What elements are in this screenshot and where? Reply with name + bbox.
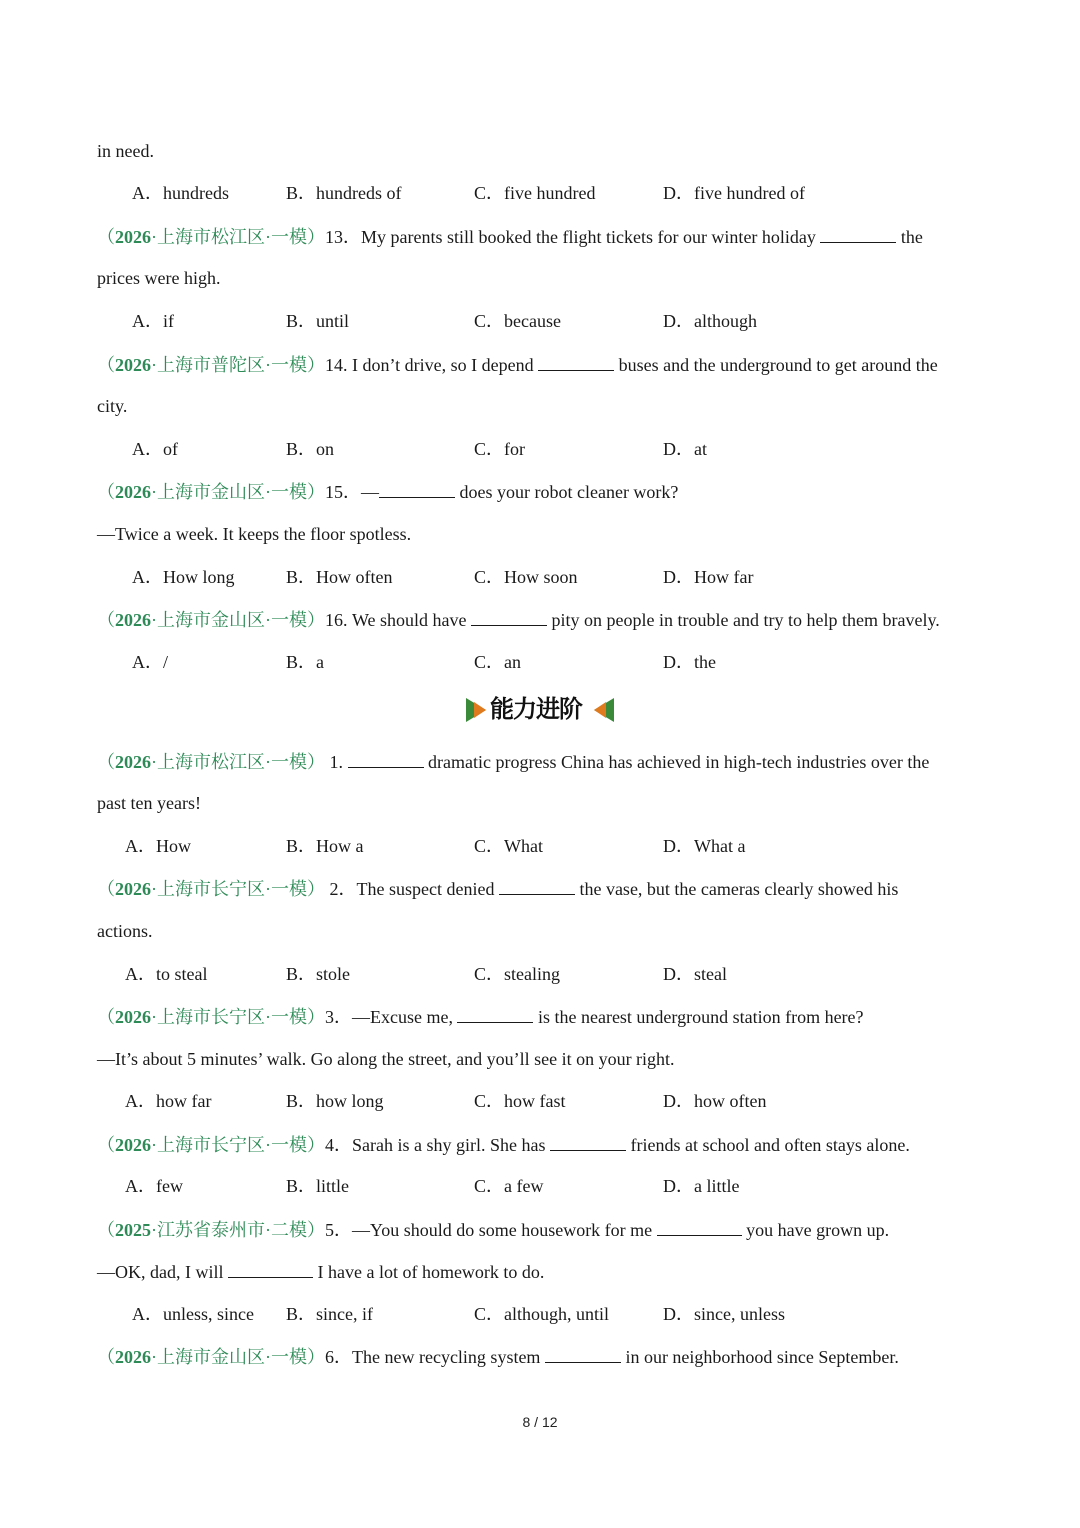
question-source: （2026·上海市普陀区·一模） bbox=[97, 355, 325, 375]
option-d: D．How far bbox=[663, 567, 754, 587]
option-d: D．five hundred of bbox=[663, 183, 805, 203]
option-a: A．unless, since bbox=[132, 1304, 254, 1324]
option-c: C．stealing bbox=[474, 964, 560, 984]
option-row bbox=[0, 1089, 1080, 1113]
option-b: B．until bbox=[286, 311, 350, 331]
question-source: （2025·江苏省泰州市·二模） bbox=[97, 1220, 325, 1240]
question-source: （2026·上海市金山区·一模） bbox=[97, 610, 325, 630]
option-row bbox=[0, 650, 1080, 674]
question-source: （2026·上海市金山区·一模） bbox=[97, 482, 325, 502]
question-1-continuation: past ten years! bbox=[97, 793, 201, 813]
answer-blank bbox=[545, 1344, 621, 1363]
option-b: B．How often bbox=[286, 567, 393, 587]
option-row bbox=[0, 834, 1080, 858]
option-b: B．How a bbox=[286, 836, 364, 856]
option-c: C．an bbox=[474, 652, 521, 672]
question-16: （2026·上海市金山区·一模）16. We should have pity on people in trouble and try to help them bravely. bbox=[97, 607, 940, 632]
answer-blank bbox=[538, 352, 614, 371]
option-row bbox=[0, 181, 1080, 205]
option-b: B．hundreds of bbox=[286, 183, 402, 203]
answer-blank bbox=[457, 1004, 533, 1023]
option-c: C．although, until bbox=[474, 1304, 609, 1324]
question-source: （2026·上海市长宁区·一模） bbox=[97, 879, 325, 899]
question-2-continuation: actions. bbox=[97, 921, 153, 941]
option-a: A．if bbox=[132, 311, 174, 331]
question-source: （2026·上海市松江区·一模） bbox=[97, 752, 325, 772]
option-row bbox=[0, 565, 1080, 589]
question-3: （2026·上海市长宁区·一模）3．—Excuse me, is the nearest underground station from here? bbox=[97, 1004, 864, 1029]
option-row bbox=[0, 1174, 1080, 1198]
option-d: D．What a bbox=[663, 836, 746, 856]
question-3-continuation: —It’s about 5 minutes’ walk. Go along the street, and you’ll see it on your right. bbox=[97, 1049, 675, 1069]
question-source: （2026·上海市金山区·一模） bbox=[97, 1347, 325, 1367]
option-d: D．although bbox=[663, 311, 757, 331]
option-d: D．steal bbox=[663, 964, 727, 984]
question-continuation: in need. bbox=[97, 141, 154, 161]
question-source: （2026·上海市长宁区·一模） bbox=[97, 1135, 325, 1155]
question-13: （2026·上海市松江区·一模）13．My parents still booked the flight tickets for our winter holiday the bbox=[97, 224, 923, 249]
option-b: B．little bbox=[286, 1176, 349, 1196]
question-14: （2026·上海市普陀区·一模）14. I don’t drive, so I depend buses and the underground to get around the bbox=[97, 352, 938, 377]
answer-blank bbox=[499, 876, 575, 895]
answer-blank bbox=[228, 1259, 313, 1278]
option-a: A．few bbox=[125, 1176, 183, 1196]
section-heading bbox=[466, 692, 616, 728]
option-c: C．five hundred bbox=[474, 183, 596, 203]
option-d: D．at bbox=[663, 439, 707, 459]
question-4: （2026·上海市长宁区·一模）4．Sarah is a shy girl. She has friends at school and often stays alone. bbox=[97, 1132, 910, 1157]
option-row bbox=[0, 437, 1080, 461]
option-d: D．the bbox=[663, 652, 716, 672]
question-1: （2026·上海市松江区·一模） 1. dramatic progress China has achieved in high-tech industries over the bbox=[97, 749, 929, 774]
question-15: （2026·上海市金山区·一模）15．— does your robot cleaner work? bbox=[97, 479, 678, 504]
option-d: D．how often bbox=[663, 1091, 767, 1111]
question-2: （2026·上海市长宁区·一模） 2．The suspect denied the vase, but the cameras clearly showed his bbox=[97, 876, 898, 901]
answer-blank bbox=[550, 1132, 626, 1151]
option-c: C．How soon bbox=[474, 567, 578, 587]
question-source: （2026·上海市松江区·一模） bbox=[97, 227, 325, 247]
question-13-continuation: prices were high. bbox=[97, 268, 221, 288]
option-a: A．How bbox=[125, 836, 191, 856]
option-a: A．/ bbox=[132, 652, 168, 672]
option-b: B．a bbox=[286, 652, 324, 672]
option-c: C．a few bbox=[474, 1176, 544, 1196]
option-b: B．stole bbox=[286, 964, 351, 984]
question-14-continuation: city. bbox=[97, 396, 128, 416]
question-source: （2026·上海市长宁区·一模） bbox=[97, 1007, 325, 1027]
option-row bbox=[0, 962, 1080, 986]
question-5: （2025·江苏省泰州市·二模）5．—You should do some housework for me you have grown up. bbox=[97, 1217, 889, 1242]
option-b: B．on bbox=[286, 439, 335, 459]
option-c: C．because bbox=[474, 311, 561, 331]
question-15-continuation: —Twice a week. It keeps the floor spotless. bbox=[97, 524, 412, 544]
option-a: A．How long bbox=[132, 567, 235, 587]
option-a: A．to steal bbox=[125, 964, 208, 984]
answer-blank bbox=[348, 749, 424, 768]
option-d: D．since, unless bbox=[663, 1304, 785, 1324]
option-row bbox=[0, 1302, 1080, 1326]
page-number: 8 / 12 bbox=[522, 1414, 558, 1430]
answer-blank bbox=[471, 607, 547, 626]
answer-blank bbox=[657, 1217, 742, 1236]
option-c: C．how fast bbox=[474, 1091, 566, 1111]
option-c: C．What bbox=[474, 836, 543, 856]
answer-blank bbox=[820, 224, 896, 243]
option-b: B．how long bbox=[286, 1091, 384, 1111]
answer-blank bbox=[379, 479, 455, 498]
option-a: A．of bbox=[132, 439, 178, 459]
option-c: C．for bbox=[474, 439, 525, 459]
option-a: A．hundreds bbox=[132, 183, 229, 203]
option-a: A．how far bbox=[125, 1091, 212, 1111]
option-d: D．a little bbox=[663, 1176, 740, 1196]
option-b: B．since, if bbox=[286, 1304, 373, 1324]
question-6: （2026·上海市金山区·一模）6．The new recycling system in our neighborhood since September. bbox=[97, 1344, 899, 1369]
option-row bbox=[0, 309, 1080, 333]
section-title: 能力进阶 bbox=[490, 695, 582, 723]
question-5-continuation: —OK, dad, I will I have a lot of homework to do. bbox=[97, 1259, 544, 1284]
